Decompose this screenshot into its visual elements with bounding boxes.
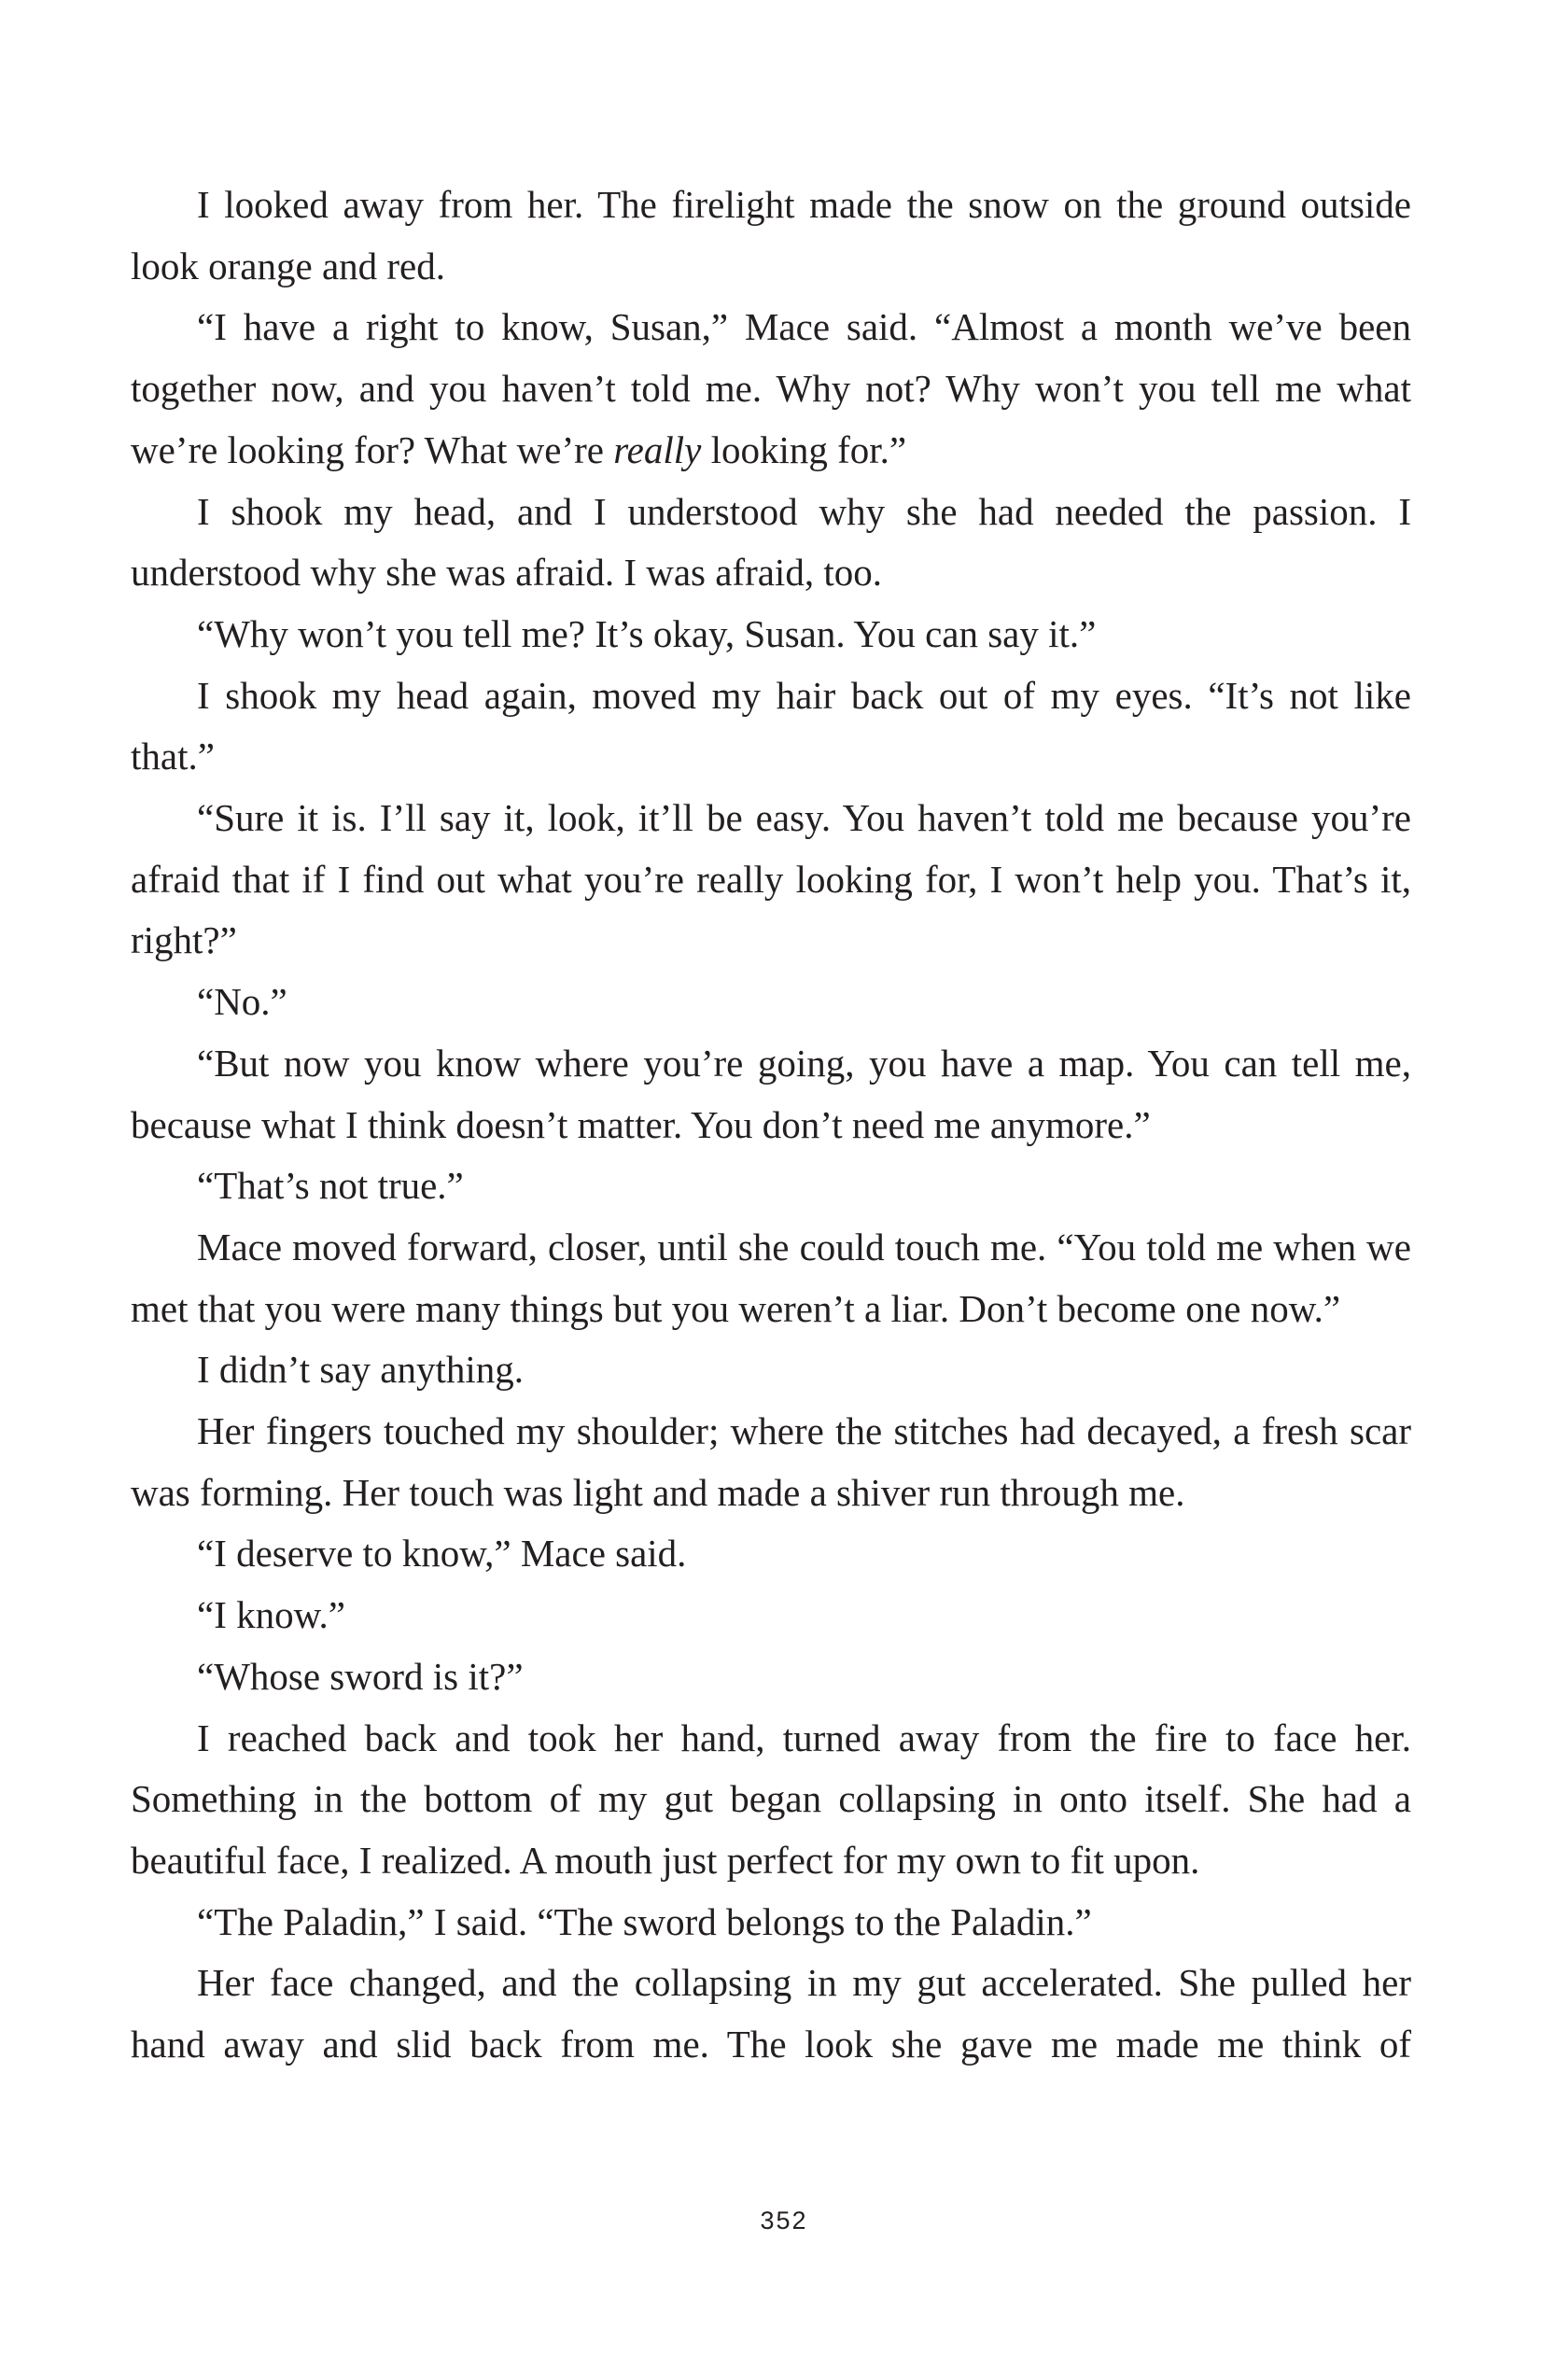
paragraph: “Whose sword is it?” <box>197 1654 524 1698</box>
paragraph: “But now you know where you’re going, you have a map. You can tell me, because what I think doesn’t matter. You don’t need me anymore.” <box>131 1041 1411 1146</box>
page-number: 352 <box>760 2206 808 2234</box>
paragraph: I shook my head again, moved my hair back out of my eyes. “It’s not like that.” <box>131 673 1411 778</box>
page-body <box>131 175 1411 2076</box>
paragraph: I reached back and took her hand, turned away from the fire to face her. Something in the bottom of my gut began collapsing in onto itself. She had a beautiful face, I realized. A mouth just perfect for my own to fit upon. <box>131 1716 1411 1882</box>
paragraph: “Why won’t you tell me? It’s okay, Susan. You can say it.” <box>197 611 1097 655</box>
paragraph: “The Paladin,” I said. “The sword belongs to the Paladin.” <box>197 1899 1092 1943</box>
paragraph: Mace moved forward, closer, until she could touch me. “You told me when we met that you were many things but you weren’t a liar. Don’t become one now.” <box>131 1225 1411 1330</box>
paragraph <box>131 297 1411 481</box>
paragraph: Her fingers touched my shoulder; where the stitches had decayed, a fresh scar was forming. Her touch was light and made a shiver run through me. <box>131 1409 1411 1514</box>
paragraph: I didn’t say anything. <box>197 1348 524 1392</box>
paragraph: “I know.” <box>197 1593 345 1637</box>
paragraph: “I deserve to know,” Mace said. <box>197 1532 687 1576</box>
paragraph: Her face changed, and the collapsing in my gut accelerated. She pulled her hand away and slid back from me. The look she gave me made me think of <box>131 1961 1411 2066</box>
paragraph-text: “I have a right to know, Susan,” Mace said. “Almost a month we’ve been together now, and you haven’t told me. Why not? Why won’t you tell me what we’re looking for? What we’re <box>131 305 1411 471</box>
italic-emphasis: really <box>613 427 702 471</box>
paragraph: “No.” <box>197 980 287 1024</box>
paragraph: I looked away from her. The firelight made the snow on the ground outside look orange and red. <box>131 183 1411 287</box>
paragraph: “That’s not true.” <box>197 1164 464 1208</box>
paragraph: I shook my head, and I understood why she had needed the passion. I understood why she was afraid. I was afraid, too. <box>131 489 1411 595</box>
paragraph: “Sure it is. I’ll say it, look, it’ll be easy. You haven’t told me because you’re afraid that if I find out what you’re really looking for, I won’t help you. That’s it, right?” <box>131 796 1411 962</box>
paragraph-text-continued: looking for.” <box>701 427 907 471</box>
